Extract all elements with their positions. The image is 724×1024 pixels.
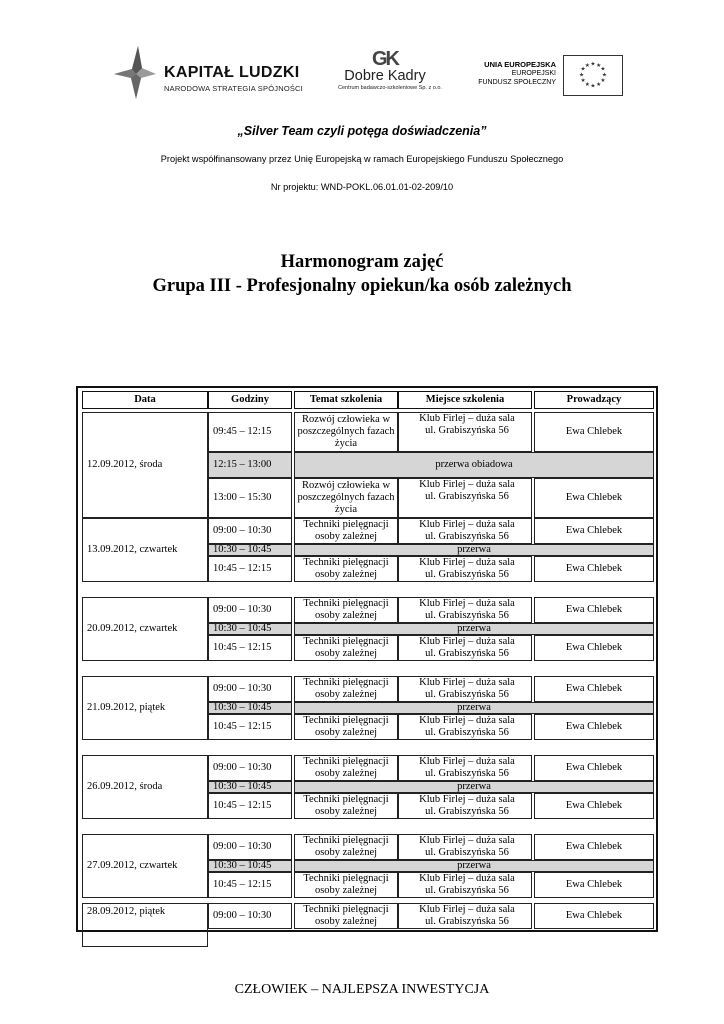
break-hours-cell: 10:30 – 10:45: [208, 623, 292, 635]
session-topic-cell: Techniki pielęgnacji osoby zależnej: [294, 834, 398, 860]
session-place-cell-line2: ul. Grabiszyńska 56: [425, 531, 509, 542]
session-place-cell-line1: Klub Firlej – duża sala: [419, 794, 515, 805]
break-label-cell: przerwa: [294, 781, 654, 793]
session-place-cell-line1: Klub Firlej – duża sala: [419, 756, 515, 767]
day-date-cell: 21.09.2012, piątek: [82, 676, 208, 740]
kapital-ludzki-subtitle: NARODOWA STRATEGIA SPÓJNOŚCI: [164, 84, 303, 93]
session-topic-cell: Techniki pielęgnacji osoby zależnej: [294, 714, 398, 740]
svg-text:★: ★: [584, 62, 590, 69]
session-place-cell: [398, 834, 532, 860]
break-hours-cell: 12:15 – 13:00: [208, 452, 292, 478]
svg-text:★: ★: [600, 78, 606, 85]
day-date-cell: 28.09.2012, piątek: [82, 903, 208, 947]
session-trainer-cell: Ewa Chlebek: [534, 793, 654, 819]
session-hours-cell: 09:00 – 10:30: [208, 676, 292, 702]
session-hours-cell: 09:00 – 10:30: [208, 755, 292, 781]
session-trainer-cell: Ewa Chlebek: [534, 872, 654, 898]
footer-slogan: CZŁOWIEK – NAJLEPSZA INWESTYCJA: [234, 982, 490, 997]
session-place-cell-line2: ul. Grabiszyńska 56: [425, 648, 509, 659]
session-place-cell-line2: ul. Grabiszyńska 56: [425, 806, 509, 817]
session-place-cell-line2: ul. Grabiszyńska 56: [425, 727, 509, 738]
session-hours-cell: 10:45 – 12:15: [208, 635, 292, 661]
column-header-hours: Godziny: [208, 391, 292, 409]
session-trainer-cell: Ewa Chlebek: [534, 903, 654, 929]
dobre-kadry-mark: GK: [372, 48, 398, 70]
break-hours-cell: 10:30 – 10:45: [208, 860, 292, 872]
session-topic-cell: Rozwój człowieka w poszczególnych fazach życia: [294, 478, 398, 518]
session-place-cell: [398, 714, 532, 740]
schedule-subtitle: Grupa III - Profesjonalny opiekun/ka osób zależnych: [152, 276, 572, 296]
session-place-cell: [398, 518, 532, 544]
session-place-cell-line1: Klub Firlej – duża sala: [419, 598, 515, 609]
session-place-cell: [398, 793, 532, 819]
svg-text:★: ★: [584, 81, 590, 88]
session-topic-cell: Techniki pielęgnacji osoby zależnej: [294, 793, 398, 819]
column-header-trainer: Prowadzący: [534, 391, 654, 409]
session-place-cell-line1: Klub Firlej – duża sala: [419, 677, 515, 688]
session-place-cell-line2: ul. Grabiszyńska 56: [425, 610, 509, 621]
session-hours-cell: 09:00 – 10:30: [208, 518, 292, 544]
svg-text:★: ★: [579, 72, 585, 79]
session-place-cell: [398, 755, 532, 781]
session-place-cell-line1: Klub Firlej – duża sala: [419, 835, 515, 846]
session-place-cell: [398, 597, 532, 623]
session-trainer-cell: Ewa Chlebek: [534, 518, 654, 544]
eu-line1: UNIA EUROPEJSKA: [484, 60, 556, 69]
session-topic-cell: Rozwój człowieka w poszczególnych fazach życia: [294, 412, 398, 452]
session-place-cell-line1: Klub Firlej – duża sala: [419, 904, 515, 915]
session-place-cell-line1: Klub Firlej – duża sala: [419, 557, 515, 568]
session-topic-cell: Techniki pielęgnacji osoby zależnej: [294, 676, 398, 702]
session-topic-cell: Techniki pielęgnacji osoby zależnej: [294, 903, 398, 929]
column-header-date: Data: [82, 391, 208, 409]
session-place-cell-line1: Klub Firlej – duża sala: [419, 636, 515, 647]
svg-text:★: ★: [590, 83, 596, 90]
session-trainer-cell: Ewa Chlebek: [534, 676, 654, 702]
break-label-cell: przerwa obiadowa: [294, 452, 654, 478]
session-place-cell: [398, 635, 532, 661]
session-topic-cell: Techniki pielęgnacji osoby zależnej: [294, 872, 398, 898]
kapital-ludzki-star-icon: [108, 44, 158, 100]
svg-text:★: ★: [600, 66, 606, 73]
day-date-cell: 26.09.2012, środa: [82, 755, 208, 819]
dobre-kadry-name: Dobre Kadry: [344, 68, 426, 84]
svg-text:★: ★: [596, 81, 602, 88]
session-place-cell-line1: Klub Firlej – duża sala: [419, 479, 515, 490]
svg-text:★: ★: [580, 78, 586, 85]
session-place-cell: [398, 903, 532, 929]
session-place-cell: [398, 676, 532, 702]
session-topic-cell: Techniki pielęgnacji osoby zależnej: [294, 597, 398, 623]
session-hours-cell: 10:45 – 12:15: [208, 714, 292, 740]
eu-line2: EUROPEJSKI: [511, 70, 556, 77]
day-date-cell: 12.09.2012, środa: [82, 412, 208, 518]
eu-flag-icon: [563, 55, 623, 96]
session-hours-cell: 10:45 – 12:15: [208, 556, 292, 582]
schedule-table: [76, 386, 658, 932]
session-place-cell-line2: ul. Grabiszyńska 56: [425, 689, 509, 700]
day-date-cell: 13.09.2012, czwartek: [82, 518, 208, 582]
break-hours-cell: 10:30 – 10:45: [208, 702, 292, 714]
session-place-cell-line2: ul. Grabiszyńska 56: [425, 916, 509, 927]
break-label-cell: przerwa: [294, 623, 654, 635]
day-date-cell: 20.09.2012, czwartek: [82, 597, 208, 661]
dobre-kadry-logo: [338, 48, 442, 92]
session-place-cell-line2: ul. Grabiszyńska 56: [425, 885, 509, 896]
session-trainer-cell: Ewa Chlebek: [534, 412, 654, 452]
session-topic-cell: Techniki pielęgnacji osoby zależnej: [294, 635, 398, 661]
kapital-ludzki-name: KAPITAŁ LUDZKI: [164, 64, 300, 81]
session-topic-cell: Techniki pielęgnacji osoby zależnej: [294, 556, 398, 582]
column-header-topic: Temat szkolenia: [294, 391, 398, 409]
session-place-cell-line2: ul. Grabiszyńska 56: [425, 569, 509, 580]
session-topic-cell: Techniki pielęgnacji osoby zależnej: [294, 518, 398, 544]
break-label-cell: przerwa: [294, 860, 654, 872]
project-title: „Silver Team czyli potęga doświadczenia”: [237, 124, 487, 138]
session-hours-cell: 10:45 – 12:15: [208, 872, 292, 898]
session-place-cell-line2: ul. Grabiszyńska 56: [425, 425, 509, 436]
session-place-cell: [398, 412, 532, 452]
project-number: Nr projektu: WND-POKL.06.01.01-02-209/10: [270, 182, 454, 192]
session-hours-cell: 10:45 – 12:15: [208, 793, 292, 819]
session-hours-cell: 09:00 – 10:30: [208, 834, 292, 860]
session-place-cell-line1: Klub Firlej – duża sala: [419, 715, 515, 726]
session-hours-cell: 09:00 – 10:30: [208, 903, 292, 929]
session-trainer-cell: Ewa Chlebek: [534, 834, 654, 860]
break-hours-cell: 10:30 – 10:45: [208, 781, 292, 793]
break-label-cell: przerwa: [294, 702, 654, 714]
session-trainer-cell: Ewa Chlebek: [534, 755, 654, 781]
svg-text:★: ★: [601, 72, 607, 79]
session-place-cell-line1: Klub Firlej – duża sala: [419, 519, 515, 530]
svg-text:★: ★: [590, 61, 596, 68]
session-trainer-cell: Ewa Chlebek: [534, 635, 654, 661]
session-trainer-cell: Ewa Chlebek: [534, 556, 654, 582]
session-hours-cell: 09:00 – 10:30: [208, 597, 292, 623]
session-place-cell-line2: ul. Grabiszyńska 56: [425, 847, 509, 858]
session-place-cell-line1: Klub Firlej – duża sala: [419, 873, 515, 884]
session-trainer-cell: Ewa Chlebek: [534, 597, 654, 623]
cofinancing-note: Projekt współfinansowany przez Unię Europejską w ramach Europejskiego Funduszu Społecznego: [160, 154, 564, 164]
session-trainer-cell: Ewa Chlebek: [534, 478, 654, 518]
logo-bar: [0, 0, 724, 110]
session-place-cell: [398, 556, 532, 582]
eu-line3: FUNDUSZ SPOŁECZNY: [478, 79, 556, 86]
session-hours-cell: 09:45 – 12:15: [208, 412, 292, 452]
session-place-cell: [398, 872, 532, 898]
column-header-place: Miejsce szkolenia: [398, 391, 532, 409]
eu-fund-text: [462, 60, 556, 87]
session-trainer-cell: Ewa Chlebek: [534, 714, 654, 740]
session-place-cell: [398, 478, 532, 518]
break-hours-cell: 10:30 – 10:45: [208, 544, 292, 556]
session-place-cell-line1: Klub Firlej – duża sala: [419, 413, 515, 424]
session-hours-cell: 13:00 – 15:30: [208, 478, 292, 518]
svg-text:★: ★: [580, 66, 586, 73]
day-date-cell: 27.09.2012, czwartek: [82, 834, 208, 898]
dobre-kadry-subtitle: Centrum badawczo-szkoleniowe Sp. z o.o.: [338, 85, 442, 91]
schedule-title: Harmonogram zajęć: [280, 252, 444, 272]
session-place-cell-line2: ul. Grabiszyńska 56: [425, 491, 509, 502]
session-place-cell-line2: ul. Grabiszyńska 56: [425, 768, 509, 779]
break-label-cell: przerwa: [294, 544, 654, 556]
session-topic-cell: Techniki pielęgnacji osoby zależnej: [294, 755, 398, 781]
svg-text:★: ★: [596, 62, 602, 69]
